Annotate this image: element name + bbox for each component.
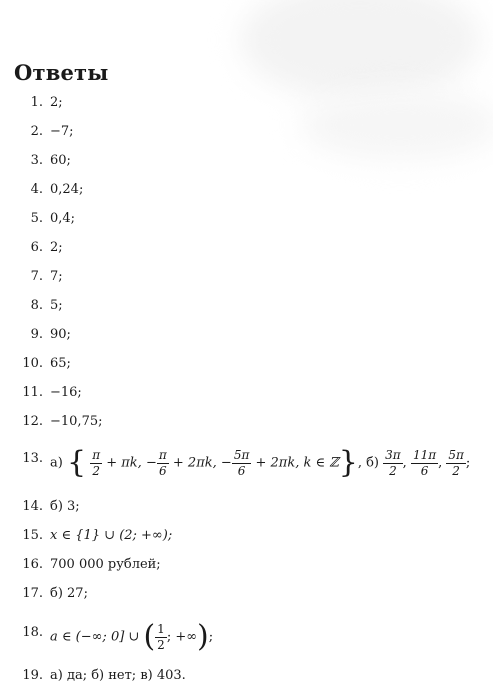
background-smudge <box>240 0 480 100</box>
answer-18-formula: a ∈ (−∞; 0] ∪ ( $\frac{1}{2}$ ; +∞); <box>50 619 214 654</box>
answer-item: 7. 7; <box>30 269 63 284</box>
left-paren: ( <box>143 619 156 654</box>
answer-item: 3. 60; <box>30 153 71 168</box>
answer-item: 9. 90; <box>30 327 71 342</box>
fraction: $\frac{3\pi}{2}$ <box>385 447 401 478</box>
answer-item: 8. 5; <box>30 298 63 313</box>
fraction: $\frac{1}{2}$ <box>157 621 165 652</box>
answer-item: 10. 65; <box>22 356 71 371</box>
answer-item: 15. x ∈ {1} ∪ (2; +∞); <box>22 528 173 543</box>
answer-13-formula: а) { $\frac{\pi}{2}$ + πk, − $\frac{\pi}{6}$ + 2πk, − $\frac{5\pi}{6}$ + 2πk, k ∈ ℤ}, б) $\frac{3\pi}{2}$ , $\frac{11\pi}{6}$ , $\frac{5\pi}{2}$ ; <box>50 445 471 480</box>
answer-item: 12. −10,75; <box>22 414 103 429</box>
left-brace: { <box>66 445 87 480</box>
answer-item: 17. б) 27; <box>22 586 88 601</box>
fraction: $\frac{5\pi}{6}$ <box>233 447 250 478</box>
answer-item: 19. а) да; б) нет; в) 403. <box>22 668 186 683</box>
answer-item: 4. 0,24; <box>30 182 84 197</box>
fraction: $\frac{11\pi}{6}$ <box>412 447 437 478</box>
fraction: $\frac{5\pi}{2}$ <box>448 447 464 478</box>
page-title: Ответы <box>14 60 109 85</box>
answer-item: 16. 700 000 рублей; <box>22 557 161 572</box>
right-brace: } <box>338 445 358 480</box>
answer-item: 1. 2; <box>30 95 63 110</box>
fraction: $\frac{\pi}{2}$ <box>92 447 101 478</box>
right-paren: ) <box>197 619 209 654</box>
answer-item: 13. а) { $\frac{\pi}{2}$ + πk, − $\frac{\pi}{6}$ + 2πk, − $\frac{5\pi}{6}$ + 2πk, k ∈ ℤ}, б) $\frac{3\pi}{2}$ , $\frac{11\pi}{6}$ , $\frac{5\pi}{2}$ ; <box>22 445 471 480</box>
answer-item: 2. −7; <box>30 124 74 139</box>
answer-item: 14. б) 3; <box>22 499 80 514</box>
answer-item: 6. 2; <box>30 240 63 255</box>
answer-item: 11. −16; <box>22 385 82 400</box>
fraction: $\frac{\pi}{6}$ <box>158 447 167 478</box>
answer-item: 5. 0,4; <box>30 211 76 226</box>
answer-item: 18. a ∈ (−∞; 0] ∪ ( $\frac{1}{2}$ ; +∞); <box>22 619 214 654</box>
